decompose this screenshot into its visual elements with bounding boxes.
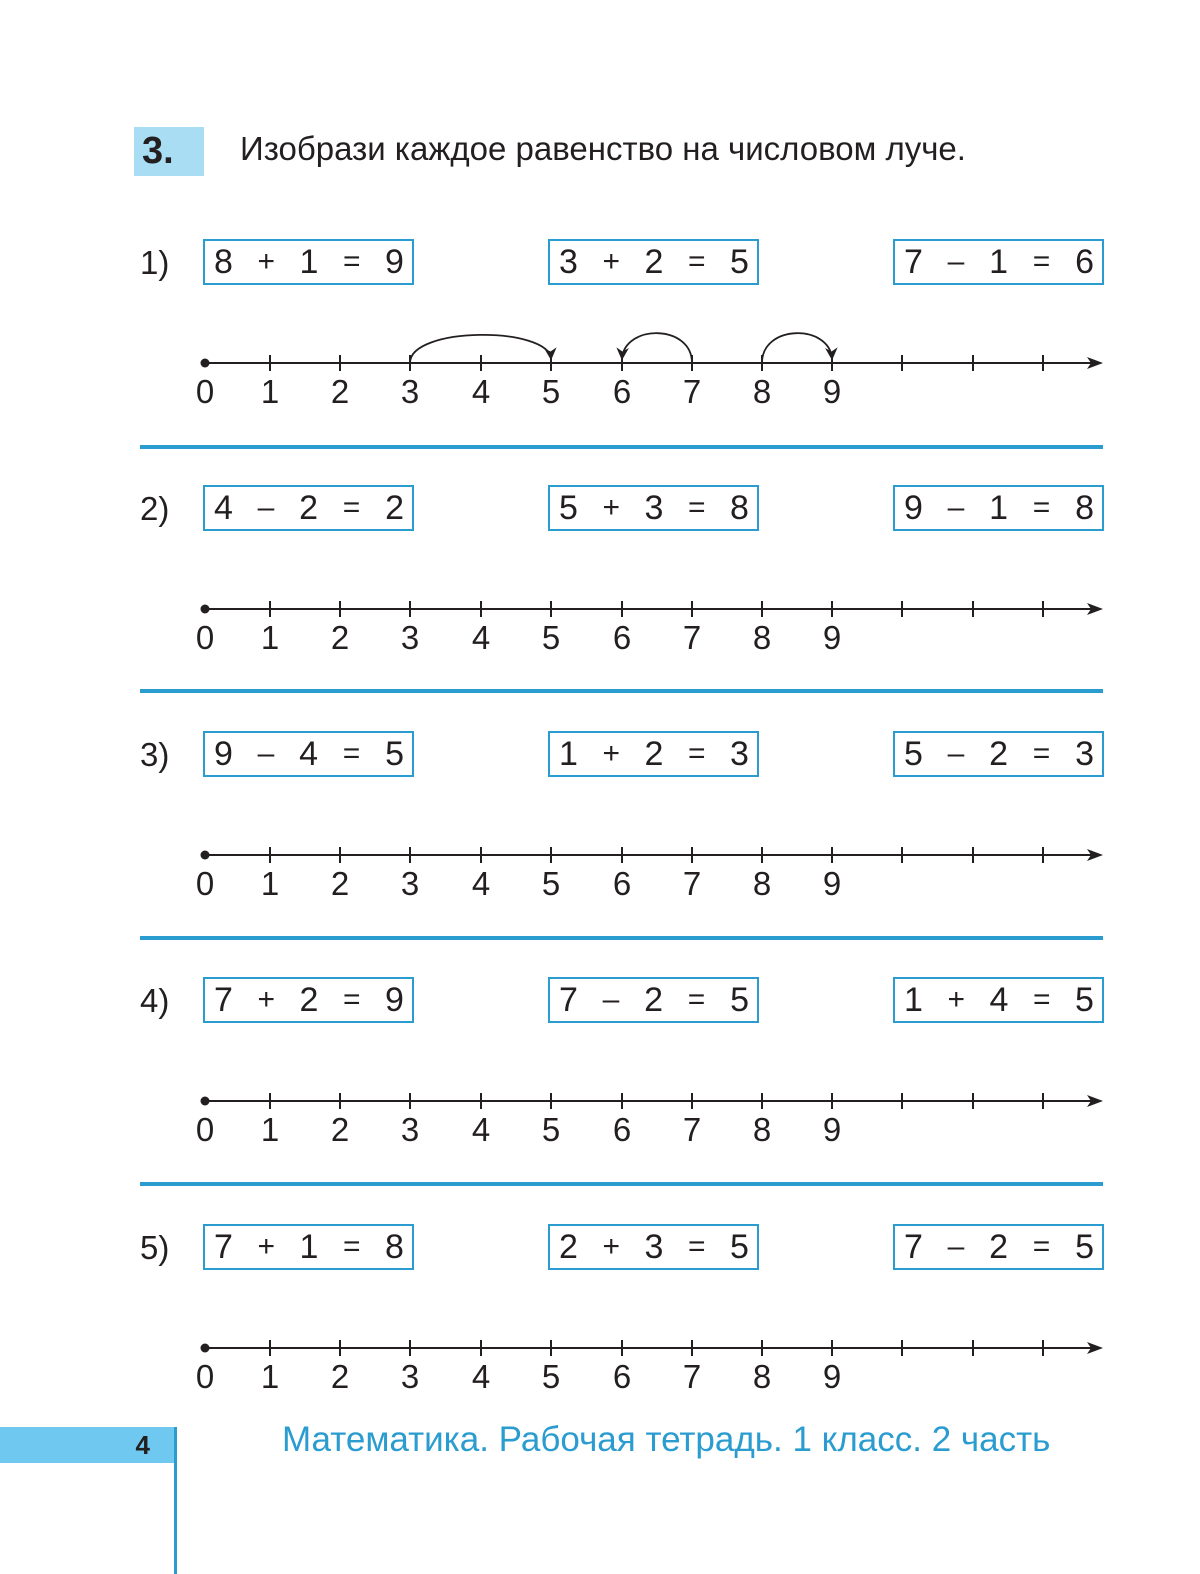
- equation-operator: +: [257, 245, 275, 278]
- equation-operator: =: [342, 983, 361, 1016]
- ray-origin-dot: [201, 359, 210, 368]
- ray-tick-label: 9: [822, 373, 842, 410]
- equation-number: 3: [730, 734, 749, 773]
- exercise-2: [0, 485, 1200, 685]
- ray-tick-label: 7: [682, 1111, 702, 1148]
- equation-number: 9: [385, 242, 404, 281]
- ray-tick-label: 4: [471, 373, 491, 410]
- number-ray: [0, 555, 1200, 665]
- book-title: Математика. Рабочая тетрадь. 1 класс. 2 часть: [282, 1420, 1051, 1459]
- exercise-label: 4): [140, 982, 170, 1019]
- equation-number: 4: [214, 488, 233, 527]
- exercise-3: [0, 731, 1200, 931]
- equation-operator: =: [342, 737, 361, 770]
- ray-tick-label: 3: [400, 1358, 420, 1395]
- jump-arc: [762, 333, 832, 363]
- ray-tick-label: 9: [822, 1358, 842, 1395]
- equation-operator: =: [342, 491, 361, 524]
- equation-operator: =: [342, 1230, 361, 1263]
- ray-tick-label: 2: [330, 619, 350, 656]
- number-ray: [0, 1047, 1200, 1157]
- ray-tick-label: 0: [195, 1111, 215, 1148]
- equation-number: 7: [904, 1227, 923, 1266]
- ray-tick-label: 8: [752, 865, 772, 902]
- equation-operator: =: [1032, 737, 1051, 770]
- equation-operator: =: [1032, 1230, 1051, 1263]
- jump-arc: [622, 333, 692, 363]
- section-divider: [140, 689, 1103, 693]
- ray-tick-label: 6: [612, 373, 632, 410]
- exercise-5: [0, 1224, 1200, 1424]
- ray-tick-label: 3: [400, 619, 420, 656]
- equation-number: 8: [214, 242, 233, 281]
- ray-tick-label: 6: [612, 1111, 632, 1148]
- equation-box: [548, 977, 759, 1023]
- equation-number: 6: [1075, 242, 1094, 281]
- equation-number: 3: [1075, 734, 1094, 773]
- ray-tick-label: 0: [195, 865, 215, 902]
- equation-box: [203, 731, 414, 777]
- equation-operator: =: [687, 245, 706, 278]
- ray-tick-label: 7: [682, 373, 702, 410]
- equation-box: [893, 239, 1104, 285]
- equation-number: 2: [644, 980, 664, 1019]
- equation-number: 1: [299, 1227, 319, 1266]
- ray-tick-label: 1: [260, 619, 280, 656]
- equation-operator: –: [602, 983, 620, 1016]
- section-divider: [140, 445, 1103, 449]
- equation-number: 2: [989, 1227, 1009, 1266]
- ray-tick-label: 7: [682, 1358, 702, 1395]
- ray-origin-dot: [201, 1097, 210, 1106]
- ray-tick-label: 2: [330, 373, 350, 410]
- ray-tick-label: 2: [330, 1111, 350, 1148]
- ray-origin-dot: [201, 1344, 210, 1353]
- equation-operator: =: [687, 983, 706, 1016]
- section-divider: [140, 1182, 1103, 1186]
- ray-tick-label: 2: [330, 865, 350, 902]
- equation-number: 8: [730, 488, 749, 527]
- exercise-4: [0, 977, 1200, 1177]
- equation-number: 2: [644, 734, 664, 773]
- equation-number: 5: [730, 242, 749, 281]
- ray-tick-label: 9: [822, 619, 842, 656]
- equation-operator: +: [257, 1230, 275, 1263]
- equation-operator: =: [1032, 245, 1051, 278]
- equation-operator: +: [602, 245, 620, 278]
- ray-tick-label: 5: [541, 373, 561, 410]
- equation-box: [203, 239, 414, 285]
- ray-tick-label: 6: [612, 865, 632, 902]
- equation-operator: –: [257, 491, 275, 524]
- equation-number: 5: [385, 734, 404, 773]
- ray-tick-label: 7: [682, 865, 702, 902]
- equation-number: 5: [904, 734, 923, 773]
- equation-number: 5: [1075, 980, 1094, 1019]
- equation-operator: =: [687, 737, 706, 770]
- equation-box: [548, 1224, 759, 1270]
- equation-number: 2: [299, 980, 319, 1019]
- equation-number: 4: [989, 980, 1009, 1019]
- page-number: 4: [0, 1427, 175, 1463]
- equation-number: 4: [299, 734, 319, 773]
- equation-number: 8: [1075, 488, 1094, 527]
- equation-box: [548, 239, 759, 285]
- ray-tick-label: 8: [752, 1111, 772, 1148]
- exercise-label: 2): [140, 490, 170, 527]
- equation-operator: =: [687, 1230, 706, 1263]
- equation-operator: =: [1032, 491, 1051, 524]
- section-divider: [140, 936, 1103, 940]
- equation-operator: +: [947, 983, 965, 1016]
- ray-tick-label: 5: [541, 865, 561, 902]
- equation-box: [893, 977, 1104, 1023]
- ray-tick-label: 8: [752, 1358, 772, 1395]
- ray-tick-label: 1: [260, 865, 280, 902]
- ray-tick-label: 5: [541, 1111, 561, 1148]
- ray-tick-label: 8: [752, 373, 772, 410]
- ray-tick-label: 1: [260, 1358, 280, 1395]
- ray-tick-label: 3: [400, 865, 420, 902]
- equation-box: [203, 485, 414, 531]
- equation-box: [203, 977, 414, 1023]
- task-number-badge: 3.: [134, 127, 204, 176]
- ray-tick-label: 4: [471, 1358, 491, 1395]
- ray-tick-label: 4: [471, 619, 491, 656]
- equation-number: 9: [214, 734, 233, 773]
- equation-operator: +: [257, 983, 275, 1016]
- equation-number: 8: [385, 1227, 404, 1266]
- equation-operator: –: [947, 1230, 965, 1263]
- exercise-label: 3): [140, 736, 170, 773]
- equation-number: 9: [385, 980, 404, 1019]
- number-ray: [0, 1294, 1200, 1404]
- ray-tick-label: 1: [260, 373, 280, 410]
- exercise-1: [0, 239, 1200, 439]
- equation-number: 1: [989, 242, 1009, 281]
- ray-tick-label: 0: [195, 619, 215, 656]
- equation-operator: –: [947, 491, 965, 524]
- equation-number: 2: [989, 734, 1009, 773]
- ray-tick-label: 9: [822, 865, 842, 902]
- equation-number: 1: [989, 488, 1009, 527]
- ray-tick-label: 7: [682, 619, 702, 656]
- equation-number: 7: [904, 242, 923, 281]
- ray-tick-label: 6: [612, 619, 632, 656]
- equation-box: [893, 485, 1104, 531]
- ray-tick-label: 4: [471, 1111, 491, 1148]
- equation-operator: =: [687, 491, 706, 524]
- equation-number: 2: [385, 488, 404, 527]
- equation-number: 3: [559, 242, 578, 281]
- ray-tick-label: 5: [541, 1358, 561, 1395]
- equation-box: [548, 731, 759, 777]
- ray-tick-label: 3: [400, 1111, 420, 1148]
- equation-number: 5: [730, 1227, 749, 1266]
- ray-tick-label: 1: [260, 1111, 280, 1148]
- equation-box: [893, 1224, 1104, 1270]
- equation-number: 5: [559, 488, 578, 527]
- equation-box: [893, 731, 1104, 777]
- ray-origin-dot: [201, 605, 210, 614]
- ray-tick-label: 9: [822, 1111, 842, 1148]
- page-margin-line: [174, 1427, 177, 1574]
- equation-number: 2: [644, 242, 664, 281]
- ray-tick-label: 4: [471, 865, 491, 902]
- number-ray: [0, 309, 1200, 419]
- equation-operator: =: [342, 245, 361, 278]
- ray-tick-label: 0: [195, 373, 215, 410]
- equation-number: 5: [1075, 1227, 1094, 1266]
- equation-number: 3: [644, 1227, 664, 1266]
- equation-number: 7: [214, 980, 233, 1019]
- ray-origin-dot: [201, 851, 210, 860]
- ray-tick-label: 6: [612, 1358, 632, 1395]
- equation-operator: –: [257, 737, 275, 770]
- ray-tick-label: 0: [195, 1358, 215, 1395]
- equation-operator: +: [602, 1230, 620, 1263]
- ray-tick-label: 2: [330, 1358, 350, 1395]
- equation-box: [548, 485, 759, 531]
- number-ray: [0, 801, 1200, 911]
- ray-tick-label: 5: [541, 619, 561, 656]
- equation-operator: –: [947, 245, 965, 278]
- exercise-label: 5): [140, 1229, 170, 1266]
- equation-number: 1: [904, 980, 923, 1019]
- equation-number: 7: [214, 1227, 233, 1266]
- equation-operator: =: [1032, 983, 1051, 1016]
- exercise-label: 1): [140, 244, 170, 281]
- ray-tick-label: 3: [400, 373, 420, 410]
- equation-operator: –: [947, 737, 965, 770]
- equation-number: 2: [559, 1227, 578, 1266]
- ray-tick-label: 8: [752, 619, 772, 656]
- equation-number: 7: [559, 980, 578, 1019]
- equation-number: 2: [299, 488, 319, 527]
- equation-number: 3: [644, 488, 664, 527]
- equation-operator: +: [602, 491, 620, 524]
- task-instruction: Изобрази каждое равенство на числовом луче.: [240, 130, 966, 167]
- equation-number: 1: [559, 734, 578, 773]
- equation-number: 9: [904, 488, 923, 527]
- equation-number: 1: [299, 242, 319, 281]
- equation-box: [203, 1224, 414, 1270]
- equation-operator: +: [602, 737, 620, 770]
- equation-number: 5: [730, 980, 749, 1019]
